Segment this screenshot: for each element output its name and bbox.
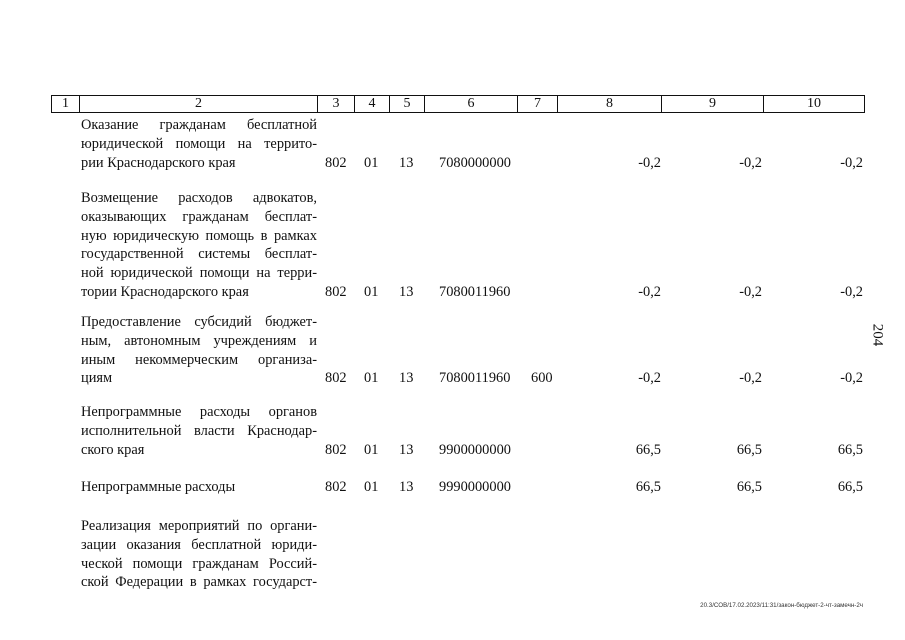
row-description	[81, 403, 317, 459]
description-line: Реализация мероприятий по органи-	[81, 518, 317, 534]
header-col-2: 2	[80, 96, 318, 112]
header-col-8: 8	[558, 96, 662, 112]
description-line: циям	[81, 370, 113, 387]
section-code: 01	[364, 441, 379, 458]
ministry-code: 802	[325, 441, 347, 458]
amount-col-10: 66,5	[837, 479, 863, 495]
header-col-6: 6	[425, 96, 518, 112]
ministry-code: 802	[325, 154, 347, 171]
amount-col-8: 66,5	[635, 479, 661, 495]
row-description	[81, 313, 317, 388]
description-line: рии Краснодарского края	[81, 154, 236, 171]
amount-col-9: 66,5	[736, 479, 762, 495]
target-item-code: 7080000000	[439, 154, 511, 171]
row-description	[81, 478, 317, 497]
amount-col-8: -0,2	[638, 154, 661, 171]
header-col-4: 4	[355, 96, 390, 112]
amount-col-9: -0,2	[739, 284, 762, 300]
target-item-code: 9900000000	[439, 441, 511, 458]
description-line: оказывающих гражданам бесплат-	[81, 208, 317, 225]
amount-col-9: -0,2	[739, 154, 762, 171]
amount-col-8: -0,2	[638, 370, 661, 387]
section-code: 01	[364, 154, 379, 171]
description-line: государственной системы бесплат-	[81, 246, 317, 263]
description-line: ского края	[81, 441, 145, 458]
header-col-1: 1	[52, 96, 80, 112]
description-line: исполнительной власти Краснодар-	[81, 422, 317, 439]
section-code: 01	[364, 370, 379, 387]
amount-col-9: -0,2	[739, 370, 762, 387]
section-code: 01	[364, 284, 379, 300]
ministry-code: 802	[325, 284, 347, 300]
description-line: ным, автономным учреждениям и	[81, 332, 317, 349]
header-col-5: 5	[390, 96, 425, 112]
description-line: иным некоммерческим организа-	[81, 351, 317, 368]
subsection-code: 13	[399, 441, 414, 458]
description-line: Непрограммные расходы	[81, 479, 236, 495]
subsection-code: 13	[399, 370, 414, 387]
subsection-code: 13	[399, 284, 414, 300]
amount-col-10: -0,2	[840, 154, 863, 171]
description-line: ческой помощи гражданам Россий-	[81, 555, 317, 572]
amount-col-10: -0,2	[840, 284, 863, 300]
description-line: тории Краснодарского края	[81, 283, 249, 300]
amount-col-8: -0,2	[638, 284, 661, 300]
amount-col-10: -0,2	[840, 370, 863, 387]
header-col-3: 3	[318, 96, 355, 112]
header-col-10: 10	[807, 96, 821, 111]
amount-col-10: 66,5	[837, 441, 863, 458]
subsection-code: 13	[399, 479, 414, 495]
row-description	[81, 116, 317, 172]
table-header-row	[51, 95, 865, 113]
target-item-code: 7080011960	[439, 370, 511, 387]
description-line: Предоставление субсидий бюджет-	[81, 314, 317, 330]
header-col-7: 7	[518, 96, 558, 112]
amount-col-9: 66,5	[736, 441, 762, 458]
subsection-code: 13	[399, 154, 414, 171]
header-col-9: 9	[662, 96, 764, 112]
expense-type-code: 600	[531, 370, 553, 387]
ministry-code: 802	[325, 479, 347, 495]
description-line: Оказание гражданам бесплатной	[81, 117, 317, 133]
section-code: 01	[364, 479, 379, 495]
target-item-code: 9990000000	[439, 479, 511, 495]
description-line: зации оказания бесплатной юриди-	[81, 536, 317, 553]
description-line: Возмещение расходов адвокатов,	[81, 190, 317, 206]
row-description	[81, 517, 317, 592]
description-line: ской Федерации в рамках государст-	[81, 574, 317, 591]
description-line: ную юридическую помощь в рамках	[81, 227, 317, 244]
footer-stamp: 20.3/СОВ/17.02.2023/11:31/закон-бюджет-2-чт-замечн-2ч	[700, 602, 863, 609]
description-line: юридической помощи на террито-	[81, 135, 317, 152]
target-item-code: 7080011960	[439, 284, 511, 300]
row-description	[81, 189, 317, 302]
page-number: 204	[869, 323, 886, 347]
description-line: ной юридической помощи на терри-	[81, 265, 317, 282]
ministry-code: 802	[325, 370, 347, 387]
amount-col-8: 66,5	[635, 441, 661, 458]
description-line: Непрограммные расходы органов	[81, 404, 317, 420]
